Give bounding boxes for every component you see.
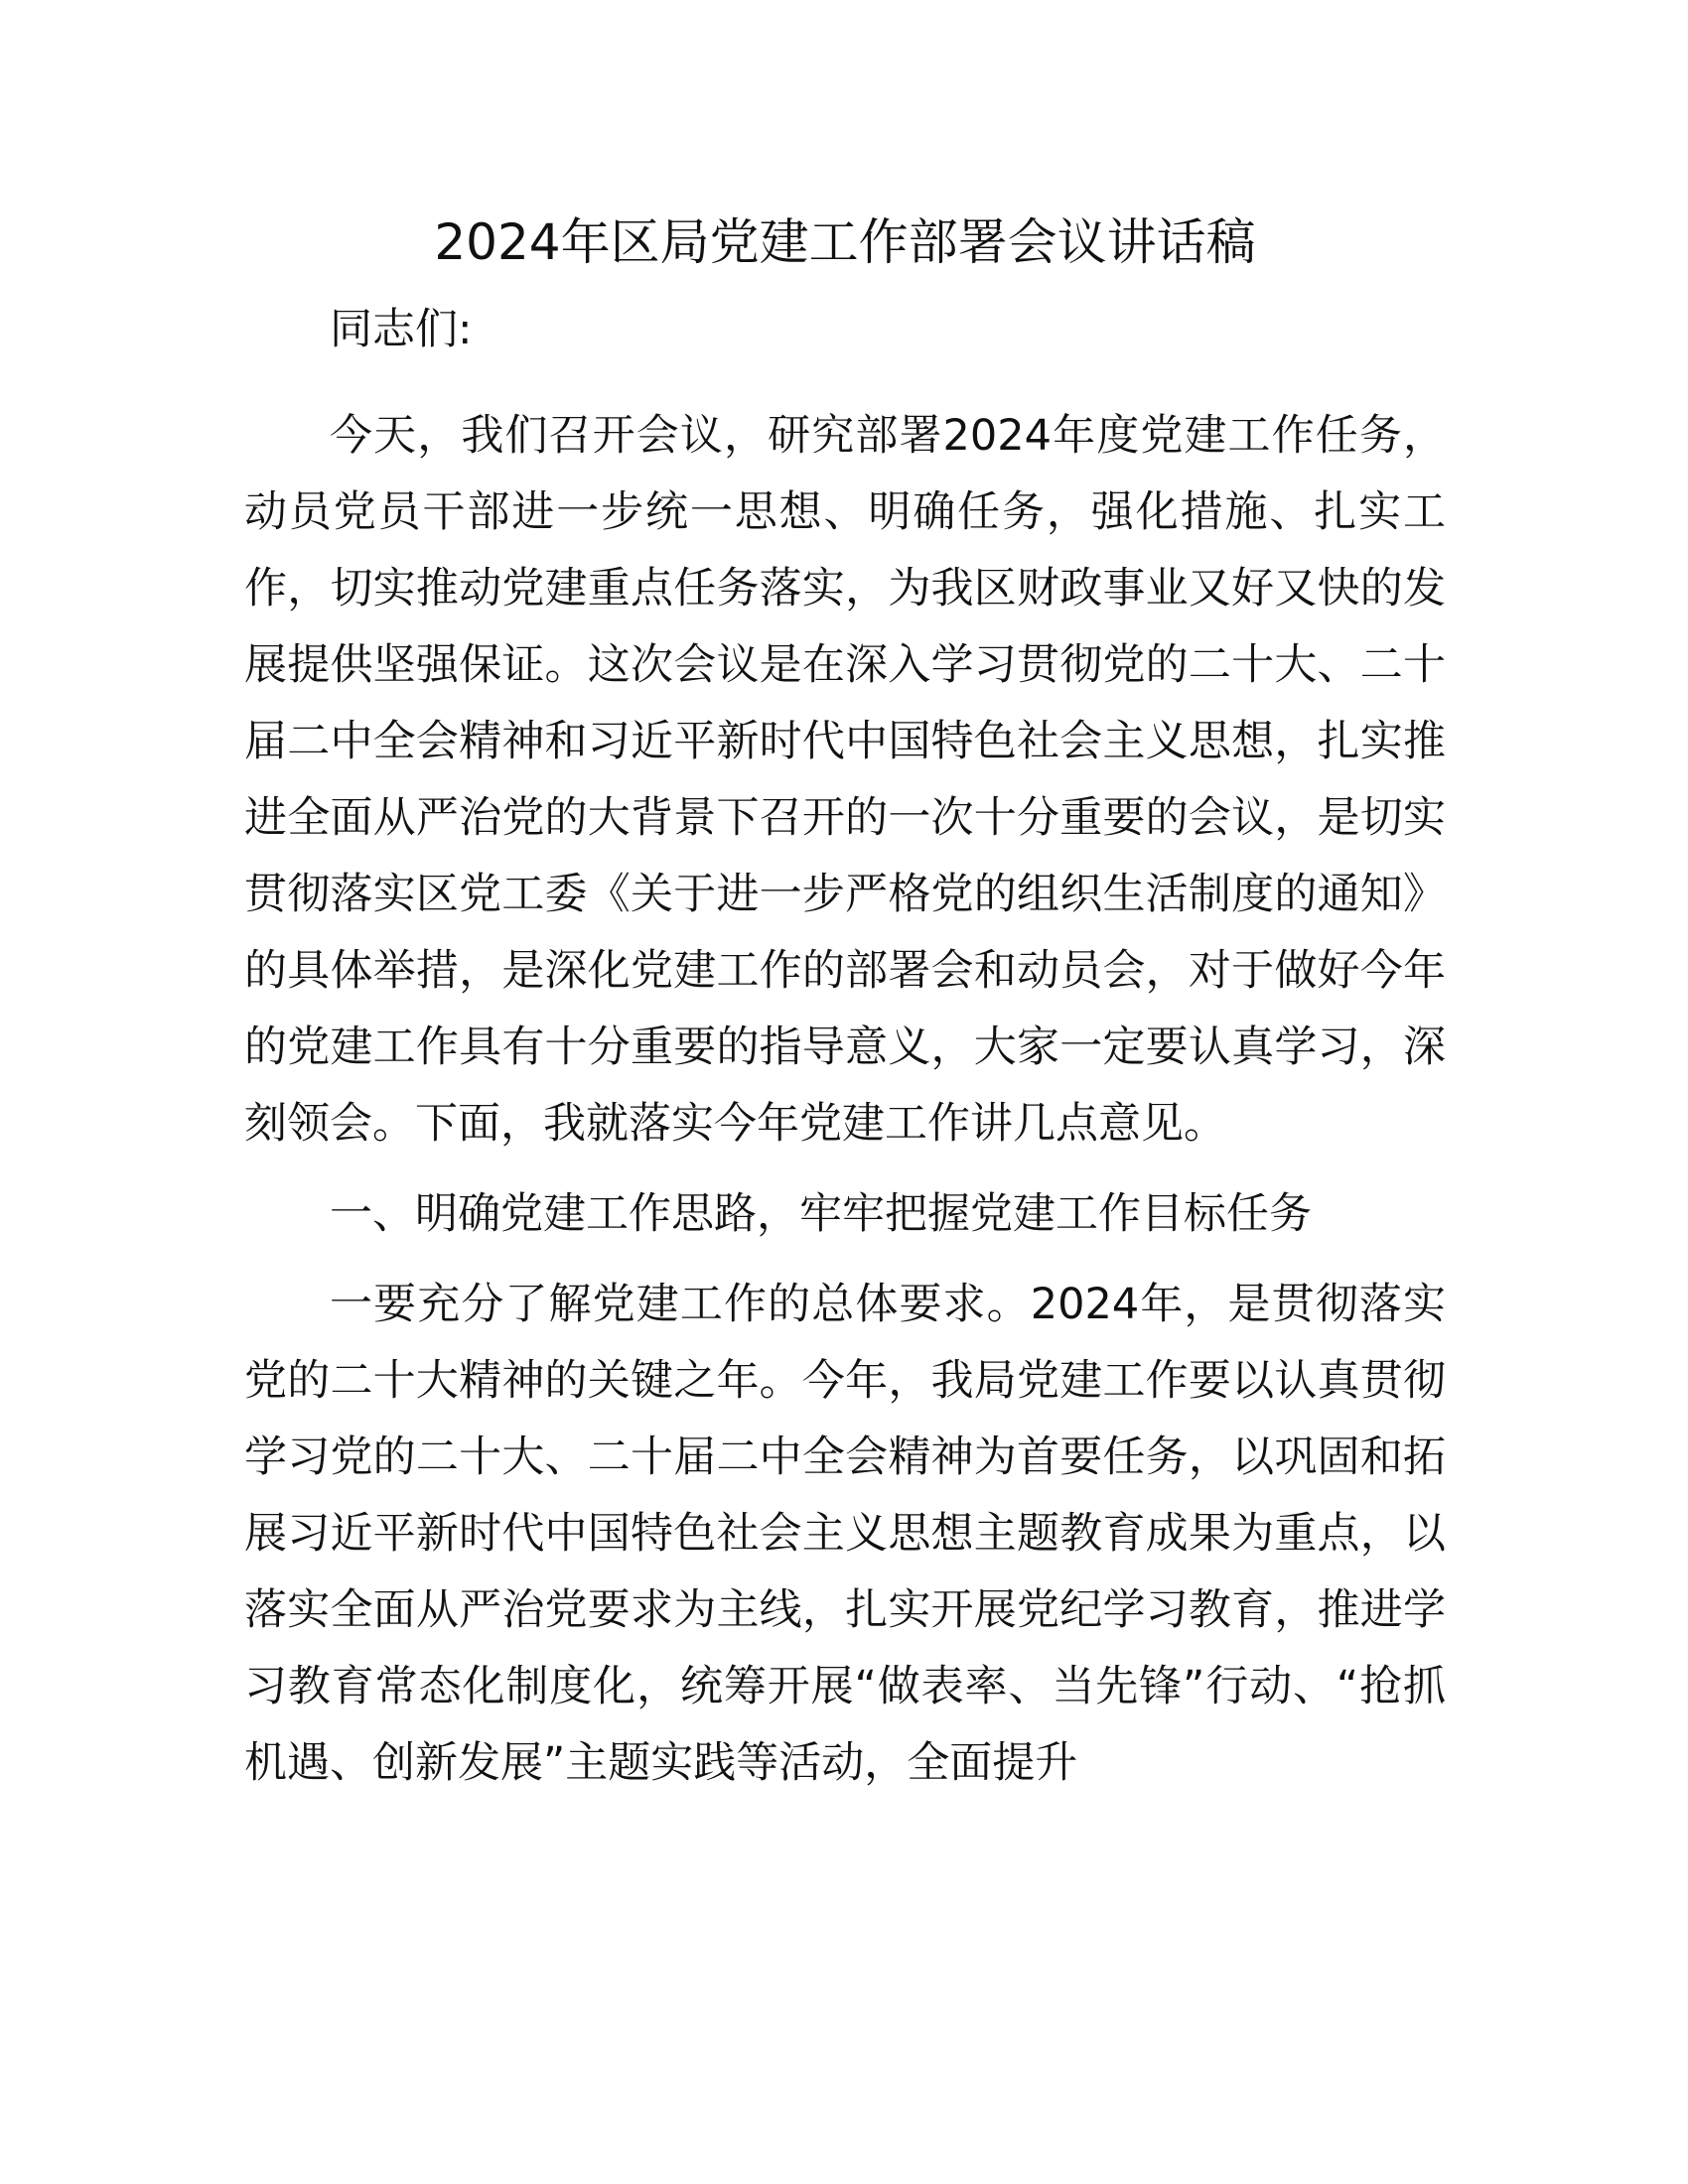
section-one-heading: 一、明确党建工作思路，牢牢把握党建工作目标任务 xyxy=(330,1189,1312,1239)
document-title: 2024年区局党建工作部署会议讲话稿 xyxy=(434,213,1256,271)
intro-paragraph: 今天，我们召开会议，研究部署2024年度党建工作任务，动员党员干部进一步统一思想、明确任务，强化措施、扎实工作，切实推动党建重点任务落实，为我区财政事业又好又快的发展提供坚强保证。这次会议是在深入学习贯彻党的二十大、二十届二中全会精神和习近平新时代中国特色社会主义思想，扎实推进全面从严治党的大背景下召开的一次十分重要的会议，是切实贯彻落实区党工委《关于进一步严格党的组织生活制度的通知》的具体举措，是深化党建工作的部署会和动员会，对于做好今年的党建工作具有十分重要的指导意义，大家一定要认真学习，深刻领会。下面，我就落实今年党建工作讲几点意见。 xyxy=(244,411,1446,1149)
section-one-paragraph: 一要充分了解党建工作的总体要求。2024年，是贯彻落实党的二十大精神的关键之年。今年，我局党建工作要以认真贯彻学习党的二十大、二十届二中全会精神为首要任务，以巩固和拓展习近平新时代中国特色社会主义思想主题教育成果为重点，以落实全面从严治党要求为主线，扎实开展党纪学习教育，推进学习教育常态化制度化，统筹开展“做表率、当先锋”行动、“抢抓机遇、创新发展”主题实践等活动，全面提升 xyxy=(244,1280,1446,1788)
salutation: 同志们: xyxy=(330,305,473,354)
document-body xyxy=(244,199,1446,1816)
